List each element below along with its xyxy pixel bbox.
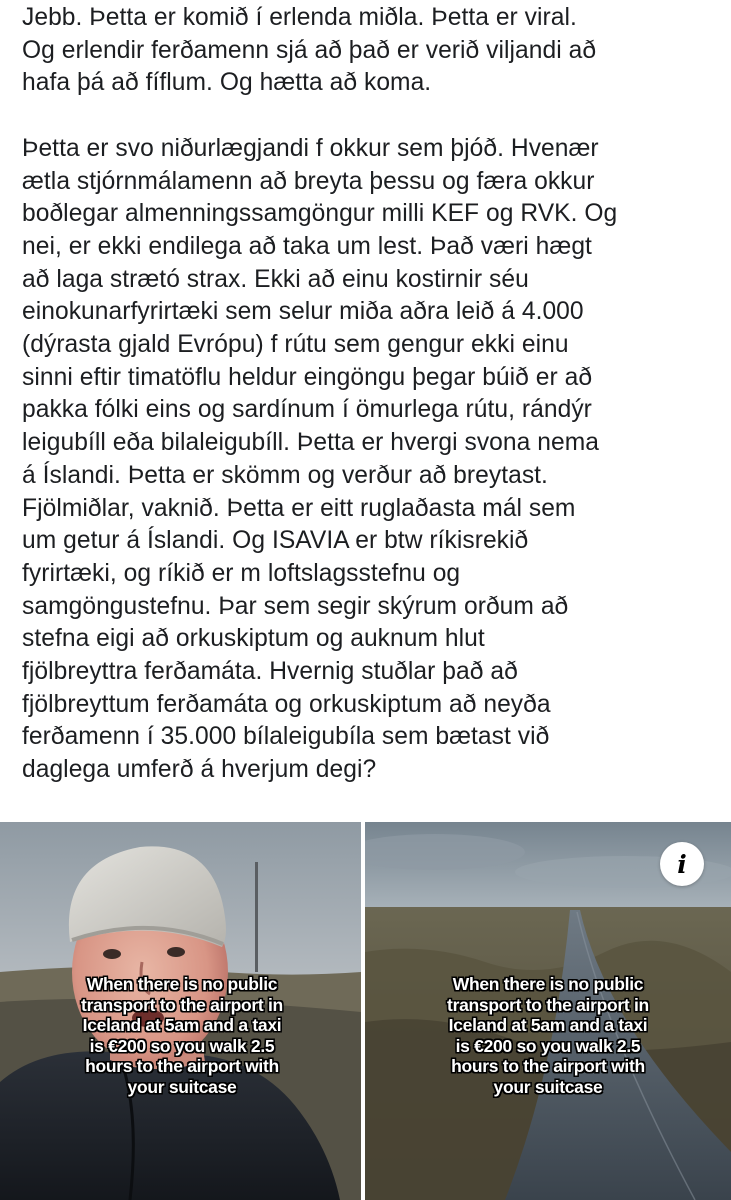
text-line: Fjölmiðlar, vaknið. Þetta er eitt ruglaðasta mál sem	[22, 494, 576, 522]
video-caption-left	[62, 974, 302, 1097]
caption-line: Iceland at 5am and a taxi	[448, 1015, 648, 1035]
post-text	[22, 2, 722, 787]
text-line: leigubíll eða bilaleigubíll. Þetta er hvergi svona nema	[22, 429, 599, 457]
text-line: á Íslandi. Þetta er skömm og verður að breytast.	[22, 461, 548, 489]
post-paragraph-1	[22, 2, 722, 100]
video-frame-left	[0, 822, 361, 1200]
text-line: ferðamenn í 35.000 bílaleigubíla sem bætast við	[22, 723, 550, 751]
text-line: boðlegar almenningssamgöngur milli KEF og RVK. Og	[22, 200, 618, 228]
caption-line: transport to the airport in	[81, 994, 283, 1015]
text-line: samgöngustefnu. Þar sem segir skýrum orðum að	[22, 592, 569, 620]
text-line: Þetta er svo niðurlægjandi f okkur sem þjóð. Hvenær	[22, 134, 599, 162]
info-icon: i	[677, 849, 687, 879]
text-line: ætla stjórnmálamenn að breyta þessu og færa okkur	[22, 167, 595, 195]
text-line: hafa þá að fíflum. Og hætta að koma.	[22, 69, 432, 97]
caption-line: transport to the airport in	[447, 994, 649, 1015]
video-screenshot[interactable]	[0, 822, 731, 1200]
text-line: (dýrasta gjald Evrópu) f rútu sem gengur ekki einu	[22, 331, 569, 359]
text-line: Jebb. Þetta er komið í erlenda miðla. Þetta er viral.	[22, 4, 577, 31]
text-line: daglega umferð á hverjum degi?	[22, 756, 377, 784]
caption-line: When there is no public	[452, 974, 644, 994]
caption-line: hours to the airport with	[451, 1056, 645, 1076]
info-button[interactable]	[660, 842, 704, 886]
caption-line: your suitcase	[127, 1076, 237, 1097]
text-line: fjölbreyttum ferðamáta og orkuskiptum að neyða	[22, 690, 551, 718]
video-caption-right	[415, 974, 681, 1097]
caption-line: Iceland at 5am and a taxi	[82, 1015, 282, 1035]
caption-line: is €200 so you walk 2.5	[89, 1035, 275, 1056]
text-line: stefna eigi að orkuskiptum og auknum hlut	[22, 625, 485, 653]
text-line: um getur á Íslandi. Og ISAVIA er btw ríkisrekið	[22, 527, 529, 555]
text-line: einokunarfyrirtæki sem selur miða aðra leið á 4.000	[22, 298, 584, 326]
text-line: pakka fólki eins og sardínum í ömurlega rútu, rándýr	[22, 396, 592, 424]
caption-line: hours to the airport with	[85, 1056, 279, 1076]
text-line: sinni eftir timatöflu heldur eingöngu þegar búið er að	[22, 363, 593, 391]
caption-line: is €200 so you walk 2.5	[455, 1035, 641, 1056]
text-line: að laga strætó strax. Ekki að einu kostirnir séu	[22, 265, 529, 293]
text-line: Og erlendir ferðamenn sjá að það er verið viljandi að	[22, 36, 597, 64]
text-line: nei, er ekki endilega að taka um lest. Það væri hægt	[22, 232, 592, 260]
text-line: fjölbreyttra ferðamáta. Hvernig stuðlar það að	[22, 658, 518, 686]
caption-line: When there is no public	[86, 974, 278, 994]
caption-line: your suitcase	[493, 1076, 603, 1097]
text-line: fyrirtæki, og ríkið er m loftslagsstefnu og	[22, 559, 461, 587]
post-paragraph-2	[22, 133, 722, 787]
